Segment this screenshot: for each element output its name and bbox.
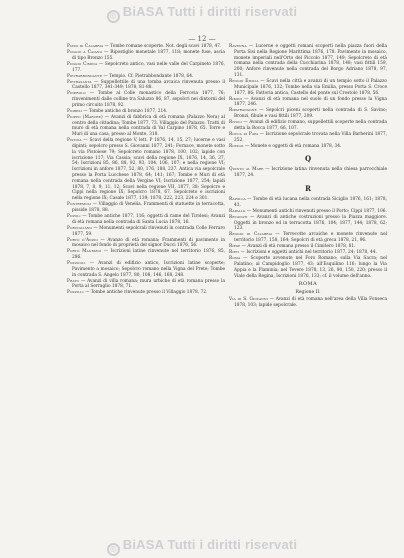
- entry-headword: Poggio a Caiano: [67, 49, 103, 55]
- index-entry: [67, 138, 225, 202]
- entry-headword: Porcigliano: [67, 225, 93, 231]
- index-entry: [229, 197, 387, 209]
- entry-headword: Reggio Emilia: [229, 78, 259, 84]
- entry-text: — Monumenti sepolcrali rinvenuti in contrada Colle Ferraro 1877, 59.: [72, 225, 225, 237]
- entry-headword: Pietrabbondante: [67, 73, 103, 79]
- index-entry: [229, 297, 387, 309]
- right-column: [229, 44, 387, 309]
- entry-headword: Pistoia: [67, 138, 82, 144]
- index-entry: [67, 214, 225, 226]
- entry-text: — Tombe al Colle monastico della Ferrovia 1877, 76; rinvenimenti dalle colline tra Saluzzo 86, 87, sepolcri nei dintorni del primo circuito 1878, 92.: [72, 91, 225, 108]
- entry-headword: Recanati: [229, 214, 248, 220]
- entry-headword: Quinto al Mare: [229, 167, 264, 173]
- entry-text: — Scoperte avvenute nel Foro Romano; sulla Via Sacra; nel Palatino; al Campidoglio 1877, 43; all'Esquilino 116; lungo la Via Appia e la Flaminia; nel Tevere 1878, 13, 26, 90, 150, 220; presso il Viale della Regina, Iscrizioni 1876, 133; cf. il volume dell'anno.: [234, 256, 387, 279]
- entry-headword: Rapallo: [229, 208, 246, 214]
- entry-text: — Avanzi di fabbrica di età romana (Palazzo Nera) al centro della cittadina; Tombe 1877, 73. Villaggio del Palazzo. Tratti di muro di età romana nella contrada di Val Carpino 1878, 65. Torre e Muri di una casa, presso al Monte, 318.: [72, 114, 225, 138]
- index-entry: [229, 108, 387, 120]
- index-entry: [229, 244, 387, 250]
- index-entry: [229, 44, 387, 79]
- entry-text: — Tempio. Cf. Pietrabbondante 1878, 64.: [103, 73, 194, 79]
- entry-headword: Rapolla: [229, 197, 246, 203]
- entry-text: — Villaggio di Venelia. Frammenti di statuette in terracotta, pisside 1878, 88.: [72, 202, 225, 213]
- entry-text: — Tombe antiche di bronzo 1877, 214.: [83, 108, 168, 114]
- entry-text: — Sepolcri piceni scoperti nella contrada di S. Savino; Bronzi, fibule e vasi fittili 1877, 209.: [234, 108, 387, 120]
- entry-text: — Avanzi di edifizio romano, suppellettili scoperte nella contrada detta la Rocca 1877, 66, 107.: [234, 120, 387, 131]
- index-entry: [229, 256, 387, 279]
- entry-headword: Pontremoli: [67, 202, 92, 208]
- entry-text: — Avanzi di età romana nel suolo di un fondo presso la Vigna 1877, 246.: [234, 96, 387, 108]
- entry-text: — Sepolcreto antico, vasi nelle valle del Carpineto 1876, 177.: [72, 61, 225, 73]
- r-entries: [229, 197, 387, 279]
- entry-text: — Tombe antiche rinvenute presso il Villaggio 1878, 72.: [85, 290, 208, 296]
- entry-headword: Porto Maurizio: [67, 249, 102, 255]
- q-entries: [229, 167, 387, 179]
- caption-roma: ROMA: [298, 281, 318, 288]
- entry-headword: Roma: [229, 256, 241, 262]
- index-entry: [67, 115, 225, 138]
- index-entry: [67, 80, 225, 92]
- index-entry: [67, 261, 225, 278]
- watermark-logo-icon: ©: [107, 543, 120, 556]
- index-entry: [67, 62, 225, 74]
- index-entry: [67, 109, 225, 115]
- index-entry: [229, 250, 387, 256]
- entry-headword: Rivoli: [229, 120, 242, 126]
- section-letter-r: R: [305, 184, 311, 194]
- entry-headword: Popoli: [67, 213, 81, 219]
- index-entry: [229, 215, 387, 232]
- index-entry: [229, 97, 387, 109]
- index-entry: [67, 279, 225, 291]
- index-entry: [229, 209, 387, 215]
- entry-headword: Pozzilli: [67, 290, 84, 296]
- entry-text: — Avanzi di età romana nell'area della Villa Fonseca 1878, 103; lapide sepolcrale.: [234, 297, 387, 309]
- entry-headword: Pietrasanta: [67, 79, 92, 85]
- index-entry: [229, 120, 387, 132]
- entry-headword: Ravenna: [229, 44, 247, 49]
- roma-entries: [229, 297, 387, 309]
- entry-text: — Tombe antiche 1877, 116; oggetti di rame del Tirolesi; Avanzi di età romana nella contrada di Santa Lucia 1878, 16.: [72, 213, 225, 225]
- index-entry: [67, 238, 225, 250]
- page-number: — 12 —: [188, 35, 216, 43]
- index-entry: [67, 44, 225, 50]
- entry-headword: Rieti: [229, 250, 240, 256]
- entry-text: — Avanzo di età romana; Frammenti di pavimento in mosaico nel fondo di proprietà del signor Ducci 1876, 56.: [72, 237, 225, 249]
- entry-headword: Reggio di Calabria: [229, 232, 273, 238]
- entry-headword: Ripatransone: [229, 108, 257, 114]
- entry-headword: Prato: [67, 278, 80, 284]
- section-letter-q: Q: [304, 154, 312, 164]
- index-entry: [67, 91, 225, 108]
- entry-headword: Riese: [229, 244, 241, 250]
- entry-text: — Avanzi di villa romana; mura urbiche di età romana presso la Porta al Serraglio 1878, 71.: [72, 278, 225, 290]
- entry-headword: Rocca di Papa: [229, 131, 259, 137]
- index-entry: [229, 144, 387, 150]
- index-entry: [229, 167, 387, 179]
- entry-headword: Rovigo: [229, 143, 244, 149]
- entry-text: — Scavi nella città e avanzi di un tempio sotto il Palazzo Municipale 1876, 132; Tombe nella via Emilia, presso Porta S. Croce 1877, 86; Fattoria antica, Castello del ponte sul Crostolo 1878, 56.: [234, 78, 387, 96]
- index-entry: [67, 290, 225, 296]
- subheading-regione: Regione II.: [295, 290, 321, 296]
- index-entry: [67, 202, 225, 214]
- entry-headword: Piobesi: [67, 108, 82, 114]
- entry-headword: Via di S. Giovanni: [229, 297, 268, 303]
- index-entry: [67, 226, 225, 238]
- entry-text: — Iscrizioni latine rinvenute nel territorio 1876, 85, 286.: [72, 249, 225, 261]
- entry-text: — Iscrizioni e oggetti antichi nel territorio 1877, 24; 1878, 44.: [240, 250, 377, 256]
- entry-text: — Tombe di età lucana nella contrada Siciglio 1876, 161; 1878, 43.: [234, 197, 387, 208]
- watermark-logo-icon: ©: [107, 10, 120, 23]
- entry-text: — Terrecotte arcaiche e monete rinvenute nel territorio 1877, 158, 164; Sepolcri di età greca 1878, 21, 96.: [234, 232, 387, 244]
- index-entry: [229, 132, 387, 144]
- entry-text: — Suppellettile di una tomba arcaica rinvenuta presso il Castello 1877, 341-349; 1878, 81-88.: [72, 79, 225, 91]
- entry-headword: Pizzo di Calabria: [67, 44, 104, 49]
- entry-text: — Monumenti antichi rinvenuti presso il Porto; Cippi 1877, 106.: [246, 208, 387, 214]
- entry-text: — Avanzi di antiche costruzioni presso la Piazza maggiore. Oggetti in bronzo ed in terracotta 1876, 104; 1877, 144; 1878, 62; 123.: [234, 214, 387, 232]
- index-entry: [229, 232, 387, 244]
- watermark-bottom: [0, 537, 404, 556]
- entry-text: — Ripostiglio monetale 1877, 118; monete fuse, ascia di tipo Bronzo 155.: [72, 49, 225, 61]
- index-entry: [67, 50, 225, 62]
- entry-text: — Scavi della regione V, lett. P 1876, 14, 15, 27; lucerne e vasi dipinti; sepolcro presso S. Giovanni 1877, 241; Fornace, monete sotto la via Pistoiese 79; Sepolcreto romano 1878, 100, 102; lapide con iscrizione 117; Via Cassia; scavi della regione IX, 1876, 14, 36, 37, 54; Iscrizioni 85, 86, 88, 92, 93, 104, 106, 107; e nella regione VI; Iscrizioni in anfore 1877, 52, 80, 176, 188, 237. Antica via sepolcrale presso la Porta Lucchese 1878, 64; 141; 167; Tombe e Muri di età romana nella contrada della Vergine VI; Iscrizione 1877, 254; lapidi 1878, 7, 8, 9, 11, 12; Scavi nella regione VII, 1877, 38; Sepolcro e Cippi nella regione IX; Sepolcro 1878, 67. Sepolcreto e iscrizioni nella regione IX; Casale 1877, 139; 1878, 222, 223, 224 e 301.: [72, 138, 225, 202]
- entry-text: — Lucerne e oggetti romani scoperti nella piazza fuori della Porta Sisi nella Regione Marittima 1876, 178. Pavimento in mosaico, monete imperiali nell'Orto del Piccolo 1877, 149; Sepolcreto di età romana nella contrada della Cucchiarina 1878, 148; vasi fittili 159, 200; Anfore rinvenute nella contrada del Borgo Adriano 1878, 97, 131.: [234, 44, 388, 78]
- right-column-entries: [229, 44, 387, 149]
- watermark-text: BiASA Tutti i diritti riservati: [122, 537, 298, 552]
- entry-text: — Iscrizione latina rinvenuta nella chiesa parrocchiale 1877, 24.: [234, 167, 387, 179]
- entry-text: — Monete e oggetti di età romana 1878, 34.: [244, 143, 342, 149]
- entry-headword: Pinerolo: [67, 91, 86, 97]
- entry-headword: Pozzuoli: [67, 261, 86, 267]
- entry-text: — Tombe romane scoperte. Not. degli scavi 1878, 47.: [104, 44, 222, 49]
- index-entry: [67, 249, 225, 261]
- watermark-text: BiASA Tutti i diritti riservati: [122, 4, 298, 19]
- left-column: [67, 44, 225, 296]
- index-entry: [229, 79, 387, 96]
- entry-text: — Avanzi di età romana presso il Cimitero 1878, 81.: [241, 244, 356, 250]
- entry-headword: Poggio Cimina: [67, 61, 98, 67]
- entry-headword: Porto d'Anzio: [67, 237, 98, 243]
- entry-headword: Pioppo (Marche): [67, 114, 103, 120]
- entry-headword: Rimini: [229, 96, 243, 102]
- entry-text: — Avanzi di edifizio antico, Iscrizioni latine scoperte; Pavimento a mosaico; Sepolcro romano nella Vigna del Prete; Tombe in contrada S. Angelo 1877, 80, 108, 146, 168, 248.: [72, 261, 225, 278]
- entry-text: — Iscrizione sepolcrale trovata nella Villa Barberini 1877, 252.: [234, 131, 387, 143]
- index-entry: [67, 74, 225, 80]
- watermark-top: [0, 4, 404, 23]
